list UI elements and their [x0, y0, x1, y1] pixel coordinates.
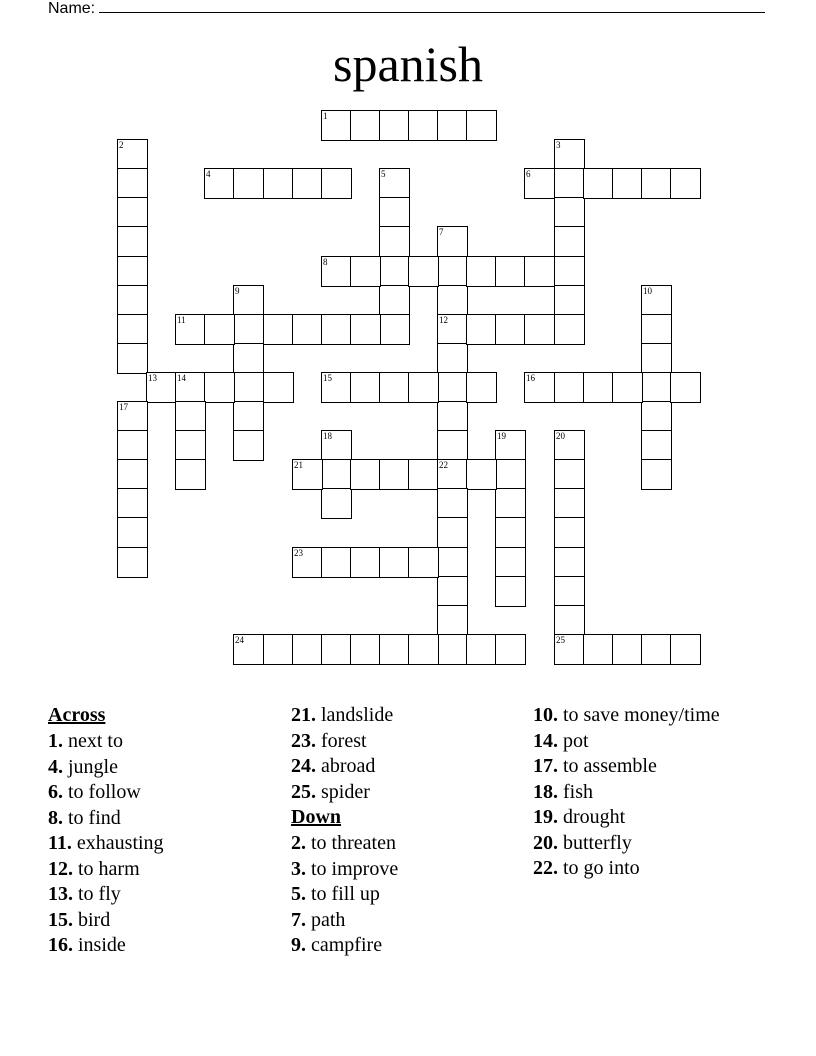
clue-column-1 [48, 703, 278, 959]
grid-cell[interactable] [495, 256, 526, 287]
grid-cell[interactable] [437, 372, 468, 403]
grid-cell[interactable] [641, 343, 672, 374]
clue-text: abroad [321, 755, 376, 777]
clue-text: spider [321, 780, 370, 803]
grid-cell[interactable] [554, 285, 585, 316]
clue-number: 11. [48, 832, 72, 854]
clue-text: to fill up [311, 883, 380, 905]
grid-cell[interactable] [437, 256, 468, 287]
clue-text: pot [563, 729, 589, 752]
grid-cell[interactable] [263, 168, 294, 199]
clue-number: 10. [533, 704, 558, 726]
grid-cell[interactable] [117, 401, 148, 432]
grid-cell[interactable] [379, 110, 410, 141]
across-clue [48, 729, 278, 753]
clue-text: to find [68, 806, 121, 829]
grid-cell[interactable] [379, 256, 410, 287]
grid-cell[interactable] [233, 314, 264, 345]
across-clue [291, 703, 521, 727]
grid-cell[interactable] [233, 372, 264, 403]
cell-number: 15 [323, 373, 332, 383]
cell-number: 24 [235, 635, 244, 645]
clue-number: 3. [291, 857, 306, 880]
clue-text: to save money/time [563, 704, 720, 726]
grid-cell[interactable] [554, 314, 585, 345]
grid-cell[interactable] [321, 488, 352, 519]
across-clue [48, 780, 278, 804]
grid-cell[interactable] [554, 430, 585, 461]
across-clue [48, 882, 278, 906]
down-clue [533, 754, 733, 778]
clue-number: 7. [291, 908, 306, 931]
cell-number: 1 [323, 111, 328, 121]
grid-cell[interactable] [583, 168, 614, 199]
clue-text: to assemble [563, 755, 657, 777]
grid-cell[interactable] [233, 285, 264, 316]
grid-cell[interactable] [466, 372, 497, 403]
clue-number: 9. [291, 934, 306, 956]
grid-cell[interactable] [554, 517, 585, 548]
down-heading: Down [291, 806, 342, 828]
down-clue [533, 805, 733, 829]
grid-cell[interactable] [117, 139, 148, 170]
grid-cell[interactable] [524, 168, 555, 199]
clue-number: 4. [48, 755, 63, 778]
grid-cell[interactable] [670, 372, 701, 403]
across-clue [48, 831, 278, 855]
grid-cell[interactable] [641, 314, 672, 345]
grid-cell[interactable] [321, 168, 352, 199]
grid-cell[interactable] [321, 634, 352, 665]
grid-cell[interactable] [117, 343, 148, 374]
grid-cell[interactable] [117, 168, 148, 199]
grid-cell[interactable] [175, 401, 206, 432]
grid-cell[interactable] [524, 256, 555, 287]
grid-cell[interactable] [554, 605, 585, 636]
grid-cell[interactable] [554, 197, 585, 228]
grid-cell[interactable] [554, 372, 585, 403]
cell-number: 20 [556, 431, 565, 441]
grid-cell[interactable] [408, 459, 439, 490]
cell-number: 5 [381, 169, 386, 179]
grid-cell[interactable] [321, 430, 352, 461]
clue-number: 25. [291, 780, 316, 803]
clue-number: 21. [291, 704, 316, 726]
grid-cell[interactable] [524, 372, 555, 403]
grid-cell[interactable] [321, 256, 352, 287]
grid-cell[interactable] [554, 168, 585, 199]
grid-cell[interactable] [641, 634, 672, 665]
grid-cell[interactable] [466, 634, 497, 665]
grid-cell[interactable] [670, 168, 701, 199]
grid-cell[interactable] [466, 110, 497, 141]
grid-cell[interactable] [175, 430, 206, 461]
grid-cell[interactable] [117, 459, 148, 490]
clue-text: inside [78, 934, 126, 956]
grid-cell[interactable] [350, 547, 381, 578]
cell-number: 10 [643, 286, 652, 296]
clue-number: 14. [533, 729, 558, 752]
cell-number: 3 [556, 140, 561, 150]
grid-cell[interactable] [117, 314, 148, 345]
down-clue [291, 908, 521, 932]
grid-cell[interactable] [495, 517, 526, 548]
grid-cell[interactable] [263, 372, 294, 403]
clue-column-2 [291, 703, 521, 959]
cell-number: 12 [439, 315, 448, 325]
clue-number: 15. [48, 908, 73, 931]
grid-cell[interactable] [612, 168, 643, 199]
clue-number: 20. [533, 831, 558, 854]
clue-text: campfire [311, 934, 383, 956]
clue-text: fish [563, 780, 593, 803]
clue-text: forest [321, 729, 367, 752]
clue-text: to follow [68, 781, 141, 803]
grid-cell[interactable] [495, 634, 526, 665]
across-clue [48, 806, 278, 830]
grid-cell[interactable] [554, 488, 585, 519]
grid-cell[interactable] [204, 372, 235, 403]
down-clue [533, 729, 733, 753]
grid-cell[interactable] [554, 576, 585, 607]
cell-number: 9 [235, 286, 240, 296]
clue-text: drought [563, 806, 626, 828]
cell-number: 23 [294, 548, 303, 558]
down-clue [533, 856, 733, 880]
grid-cell[interactable] [554, 226, 585, 257]
grid-cell[interactable] [466, 256, 497, 287]
grid-cell[interactable] [379, 197, 410, 228]
grid-cell[interactable] [175, 314, 206, 345]
grid-cell[interactable] [437, 576, 468, 607]
across-clue [291, 780, 521, 804]
grid-cell[interactable] [612, 634, 643, 665]
clue-number: 6. [48, 781, 63, 803]
clue-text: to go into [563, 857, 640, 879]
clue-number: 8. [48, 806, 63, 829]
grid-cell[interactable] [350, 110, 381, 141]
grid-cell[interactable] [437, 285, 468, 316]
across-clue [291, 754, 521, 778]
grid-cell[interactable] [117, 226, 148, 257]
across-clue [291, 729, 521, 753]
down-clue [291, 831, 521, 855]
clue-number: 23. [291, 729, 316, 752]
grid-cell[interactable] [350, 459, 381, 490]
grid-cell[interactable] [379, 459, 410, 490]
clue-text: next to [68, 730, 123, 752]
grid-cell[interactable] [641, 372, 672, 403]
grid-cell[interactable] [233, 343, 264, 374]
across-heading: Across [48, 704, 106, 726]
grid-cell[interactable] [292, 314, 323, 345]
grid-cell[interactable] [437, 110, 468, 141]
grid-cell[interactable] [437, 430, 468, 461]
cell-number: 8 [323, 257, 328, 267]
grid-cell[interactable] [233, 634, 264, 665]
cell-number: 22 [439, 460, 448, 470]
grid-cell[interactable] [495, 314, 526, 345]
grid-cell[interactable] [146, 372, 177, 403]
cell-number: 17 [119, 402, 128, 412]
grid-cell[interactable] [292, 168, 323, 199]
grid-cell[interactable] [641, 285, 672, 316]
grid-cell[interactable] [350, 314, 381, 345]
grid-cell[interactable] [379, 547, 410, 578]
across-clue [48, 857, 278, 881]
clue-number: 17. [533, 755, 558, 777]
clue-number: 18. [533, 780, 558, 803]
grid-cell[interactable] [641, 168, 672, 199]
grid-cell[interactable] [495, 488, 526, 519]
grid-cell[interactable] [379, 634, 410, 665]
grid-cell[interactable] [204, 314, 235, 345]
clue-text: to harm [78, 857, 140, 880]
cell-number: 2 [119, 140, 124, 150]
grid-cell[interactable] [350, 256, 381, 287]
name-label: Name: [48, 0, 96, 17]
down-clue [291, 882, 521, 906]
cell-number: 7 [439, 227, 444, 237]
down-clue [533, 831, 733, 855]
grid-cell[interactable] [263, 634, 294, 665]
across-clue [48, 908, 278, 932]
grid-cell[interactable] [495, 576, 526, 607]
grid-cell[interactable] [233, 430, 264, 461]
grid-cell[interactable] [292, 634, 323, 665]
grid-cell[interactable] [437, 634, 468, 665]
grid-cell[interactable] [437, 314, 468, 345]
grid-cell[interactable] [350, 372, 381, 403]
grid-cell[interactable] [117, 197, 148, 228]
clue-text: to improve [311, 857, 399, 880]
grid-cell[interactable] [175, 459, 206, 490]
grid-cell[interactable] [117, 547, 148, 578]
grid-cell[interactable] [437, 547, 468, 578]
down-clue [291, 933, 521, 957]
grid-cell[interactable] [204, 168, 235, 199]
cell-number: 25 [556, 635, 565, 645]
grid-cell[interactable] [583, 634, 614, 665]
grid-cell[interactable] [437, 401, 468, 432]
grid-cell[interactable] [437, 517, 468, 548]
grid-cell[interactable] [379, 285, 410, 316]
grid-cell[interactable] [263, 314, 294, 345]
clue-number: 13. [48, 883, 73, 905]
grid-cell[interactable] [583, 372, 614, 403]
clue-text: to fly [78, 883, 121, 905]
down-clue [533, 703, 733, 727]
grid-cell[interactable] [554, 634, 585, 665]
clue-number: 12. [48, 857, 73, 880]
grid-cell[interactable] [437, 226, 468, 257]
clue-number: 5. [291, 883, 306, 905]
down-clue [533, 780, 733, 804]
grid-cell[interactable] [117, 285, 148, 316]
page-title: spanish [333, 36, 483, 92]
grid-cell[interactable] [495, 547, 526, 578]
grid-cell[interactable] [117, 517, 148, 548]
grid-cell[interactable] [612, 372, 643, 403]
grid-cell[interactable] [408, 372, 439, 403]
grid-cell[interactable] [437, 488, 468, 519]
down-clue [291, 857, 521, 881]
grid-cell[interactable] [379, 372, 410, 403]
clue-column-3 [533, 703, 733, 882]
grid-cell[interactable] [233, 168, 264, 199]
cell-number: 18 [323, 431, 332, 441]
grid-cell[interactable] [554, 139, 585, 170]
cell-number: 19 [497, 431, 506, 441]
grid-cell[interactable] [175, 372, 206, 403]
cell-number: 13 [148, 373, 157, 383]
grid-cell[interactable] [495, 459, 526, 490]
grid-cell[interactable] [554, 459, 585, 490]
grid-cell[interactable] [321, 372, 352, 403]
cell-number: 4 [206, 169, 211, 179]
grid-cell[interactable] [641, 401, 672, 432]
grid-cell[interactable] [117, 430, 148, 461]
clue-number: 22. [533, 857, 558, 879]
clue-number: 24. [291, 755, 316, 777]
grid-cell[interactable] [554, 256, 585, 287]
grid-cell[interactable] [437, 343, 468, 374]
grid-cell[interactable] [292, 547, 323, 578]
grid-cell[interactable] [408, 634, 439, 665]
grid-cell[interactable] [466, 459, 497, 490]
clue-text: exhausting [76, 832, 164, 854]
grid-cell[interactable] [117, 256, 148, 287]
clue-number: 16. [48, 934, 73, 956]
clue-text: to threaten [311, 832, 396, 854]
grid-cell[interactable] [641, 459, 672, 490]
grid-cell[interactable] [379, 226, 410, 257]
grid-cell[interactable] [670, 634, 701, 665]
cell-number: 16 [526, 373, 535, 383]
grid-cell[interactable] [437, 459, 468, 490]
grid-cell[interactable] [379, 168, 410, 199]
clue-text: path [311, 908, 346, 931]
grid-cell[interactable] [117, 488, 148, 519]
clue-number: 2. [291, 832, 306, 854]
grid-cell[interactable] [350, 634, 381, 665]
grid-cell[interactable] [408, 547, 439, 578]
grid-cell[interactable] [379, 314, 410, 345]
clue-number: 19. [533, 806, 558, 828]
grid-cell[interactable] [233, 401, 264, 432]
grid-cell[interactable] [292, 459, 323, 490]
grid-cell[interactable] [408, 256, 439, 287]
clue-text: jungle [68, 755, 118, 778]
cell-number: 11 [177, 315, 186, 325]
clue-text: butterfly [563, 831, 632, 854]
clue-text: landslide [321, 704, 394, 726]
across-clue [48, 933, 278, 957]
cell-number: 6 [526, 169, 531, 179]
clue-number: 1. [48, 730, 63, 752]
grid-cell[interactable] [321, 110, 352, 141]
grid-cell[interactable] [408, 110, 439, 141]
grid-cell[interactable] [321, 314, 352, 345]
grid-cell[interactable] [321, 459, 352, 490]
cell-number: 14 [177, 373, 186, 383]
grid-cell[interactable] [466, 314, 497, 345]
grid-cell[interactable] [437, 605, 468, 636]
grid-cell[interactable] [524, 314, 555, 345]
grid-cell[interactable] [554, 547, 585, 578]
grid-cell[interactable] [321, 547, 352, 578]
across-clue [48, 755, 278, 779]
grid-cell[interactable] [641, 430, 672, 461]
grid-cell[interactable] [495, 430, 526, 461]
clue-text: bird [78, 908, 111, 931]
cell-number: 21 [294, 460, 303, 470]
